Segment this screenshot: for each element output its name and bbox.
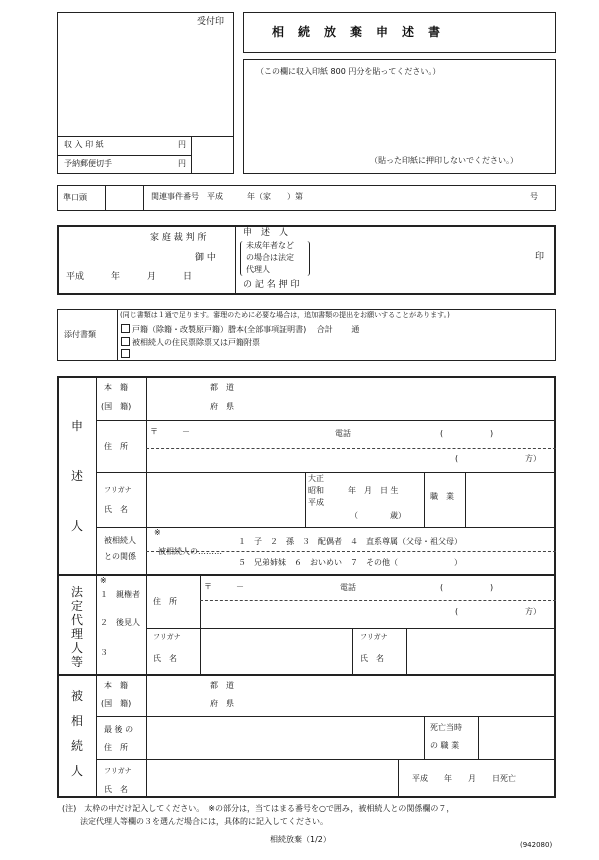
deceased-last-address-label2: 住 所 [104,743,128,752]
deceased-side-label-4: 人 [70,764,83,778]
deceased-side-label-2: 相 [70,714,83,728]
applicant-age: （ 歳） [350,511,406,520]
attachments-note: (同じ書類は１通で足ります。審理のために必要な場合は，追加書類の提出をお願いすることがあります。) [120,311,450,319]
applicant-era-1: 大正 [308,474,324,483]
relation-prefix: 被相続人の……… [158,547,222,556]
stamp-instruction: （この欄に収入印紙 800 円分を貼ってください。） [256,67,441,76]
legal-rep-phone-label: 電話 [340,583,356,592]
legal-rep-kata-open: ( [455,607,459,616]
footer-note-line2: 法定代理人等欄の３を選んだ場合には，具体的に記入してください。 [80,817,328,826]
legal-rep2-furigana-label: フリガナ [360,633,388,641]
applicant-side-label-2: 述 [70,469,83,483]
attachment-checkbox-3[interactable] [121,349,130,358]
postage-label: 予納郵便切手 [64,159,112,168]
revenue-stamp-label: 収 入 印 紙 [64,140,104,149]
applicant-kata-open: ( [455,454,459,463]
applicant-era-3: 平成 [308,498,324,507]
applicant-phone-label: 電話 [335,429,351,438]
applicant-postal: 〒 － [150,427,190,436]
applicant-side-label-3: 人 [70,519,83,533]
document-title: 相 続 放 棄 申 述 書 [272,25,442,39]
legal-rep-postal: 〒 － [204,582,244,591]
legal-rep-address-label: 住 所 [153,597,177,606]
receipt-stamp-box [57,12,234,174]
applicant-occupation-label: 職 業 [430,492,454,501]
related-case-row [57,185,556,211]
applicant-todo: 都 道 [210,383,234,392]
deceased-fuken: 府 県 [210,699,234,708]
relation-label-line1: 被相続人 [104,536,136,545]
legal-rep-asterisk: ※ [100,576,107,585]
deceased-todo: 都 道 [210,681,234,690]
legal-rep-option-3: ３ [100,648,108,657]
legal-rep-option-1: １ 親権者 [100,590,140,599]
legal-rep-phone-close: ) [490,583,494,592]
deceased-honseki-label: 本 籍 [104,681,128,690]
applicant-seal-heading: 申 述 人 [243,228,289,238]
applicant-address-label: 住 所 [104,442,128,451]
footer-page: 相続放棄（1/2） [270,835,331,844]
onchu-label: 御 中 [195,253,216,263]
relation-asterisk: ※ [154,528,161,537]
court-label: 家 庭 裁 判 所 [150,233,207,243]
revenue-stamp-yen: 円 [178,140,186,149]
legal-rep-name-label: 氏 名 [153,654,177,663]
legal-rep-side-label-5: 人 [70,641,83,655]
minor-note-line3: 代理人 [246,265,270,274]
deceased-last-address-label1: 最 後 の [104,725,134,734]
applicant-fuken: 府 県 [210,402,234,411]
relation-label-line2: との関係 [104,552,136,561]
legal-rep-side-label-1: 法 [70,585,83,599]
relation-options-row2: ５ 兄弟姉妹 ６ おいめい ７ その他（ ） [238,558,462,567]
case-number-suffix: 号 [530,192,538,201]
seal-label: の 記 名 押 印 [243,280,300,290]
attachments-label: 添付書類 [64,330,96,339]
applicant-kata: 方） [525,454,541,463]
deceased-name-label: 氏 名 [104,785,128,794]
applicant-phone-close: ) [490,429,494,438]
applicant-kokuseki-label: (国 籍) [101,402,132,411]
legal-rep-phone-open: ( [440,583,444,592]
postage-yen: 円 [178,159,186,168]
applicant-side-label-1: 申 [70,419,83,433]
deceased-side-label-1: 被 [70,689,83,703]
applicant-name-label: 氏 名 [104,505,128,514]
prelim-label: 準口頭 [63,193,87,202]
stamp-note: （貼った印紙に押印しないでください。） [370,156,518,165]
minor-note-line1: 未成年者など [246,241,294,250]
application-date: 平成 年 月 日 [66,272,193,282]
attachment-item-3 [121,349,132,359]
legal-rep2-name-label: 氏 名 [360,654,384,663]
legal-rep-option-2: ２ 後見人 [100,618,140,627]
legal-rep-kata: 方） [525,607,541,616]
deceased-occupation-label1: 死亡当時 [430,723,462,732]
deceased-death-date: 平成 年 月 日死亡 [412,774,516,783]
receipt-stamp-label: 受付印 [197,17,225,27]
attachment-checkbox-2[interactable] [121,337,130,346]
legal-rep-side-label-6: 等 [70,655,83,669]
deceased-kokuseki-label: (国 籍) [101,699,132,708]
attachment-item-2: 被相続人の住民票除票又は戸籍附票 [121,337,260,347]
deceased-furigana-label: フリガナ [104,767,132,775]
deceased-side-label-3: 続 [70,739,83,753]
applicant-furigana-label: フリガナ [104,486,132,494]
attachment-item-1: 戸籍（除籍・改製原戸籍）謄本(全部事項証明書) 合計 通 [121,324,359,334]
deceased-occupation-label2: の 職 業 [430,741,460,750]
applicant-phone-open: ( [440,429,444,438]
legal-rep-side-label-3: 代 [70,613,83,627]
applicant-birth-date: 年 月 日 生 [348,486,399,495]
minor-note-line2: の場合は法定 [246,253,294,262]
legal-rep-side-label-2: 定 [70,599,83,613]
case-number-label: 関連事件番号 平成 年（家 ）第 [151,192,303,201]
legal-rep-side-label-4: 理 [70,627,83,641]
legal-rep-furigana-label: フリガナ [153,633,181,641]
attachment-checkbox-1[interactable] [121,324,130,333]
footer-note-line1: (注) 太枠の中だけ記入してください。 ※の部分は，当てはまる番号を○で囲み，被相続人との関係欄の７， [62,804,455,813]
main-form-table [57,376,556,798]
seal-mark: 印 [535,252,545,262]
footer-code: (942080) [520,841,553,849]
applicant-honseki-label: 本 籍 [104,383,128,392]
relation-options-row1: １ 子 ２ 孫 ３ 配偶者 ４ 直系尊属（父母・祖父母） [238,537,462,546]
applicant-era-2: 昭和 [308,486,324,495]
